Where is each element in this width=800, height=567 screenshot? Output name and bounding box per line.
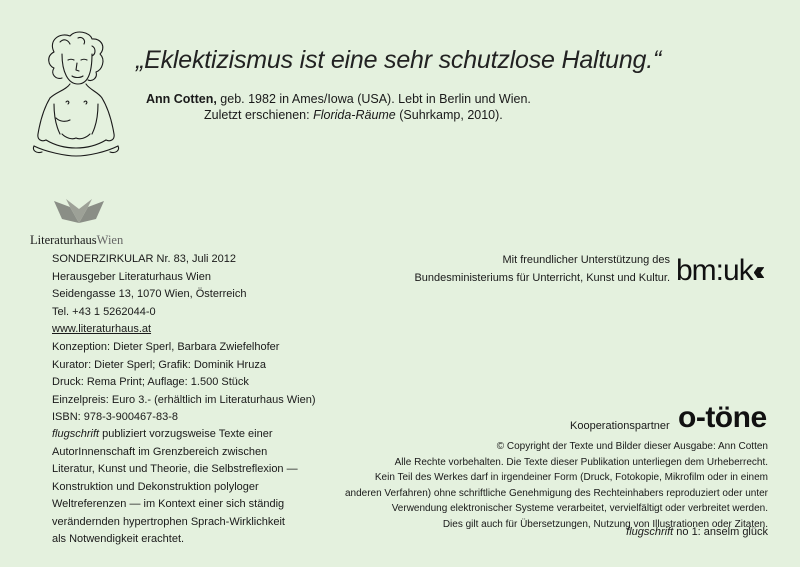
bmuk-logo [676, 254, 759, 288]
description-line: verändernden hypertrophen Sprach-Wirklichkeit [52, 515, 285, 528]
copyright-line: anderen Verfahren) ohne schriftliche Genehmigung des Rechteinhabers reproduziert oder unter [344, 487, 768, 499]
imprint-line: Seidengasse 13, 1070 Wien, Österreich [52, 288, 247, 300]
description-title: flugschrift [52, 428, 100, 440]
credit-line: Konzeption: Dieter Sperl, Barbara Zwiefelhofer [52, 341, 280, 353]
website-link[interactable]: www.literaturhaus.at [52, 323, 152, 335]
logo-name-city: Wien [96, 233, 124, 247]
copyright-line: Verwendung elektronischer Systeme verarbeitet, vervielfältigt oder verbreitet werden. [391, 503, 768, 514]
literaturhaus-logo-text [30, 233, 123, 248]
series-footer [626, 526, 768, 538]
description-line: Konstruktion und Dekonstruktion polyloger [52, 480, 259, 493]
latest-publication-line [204, 108, 503, 122]
credit-line: ISBN: 978-3-900467-83-8 [52, 411, 178, 423]
open-book-icon [52, 197, 106, 227]
footer-issue: no 1: anselm glück [673, 526, 768, 538]
copyright-line: Alle Rechte vorbehalten. Die Texte dieser Publikation unterliegen dem Urheberrecht. [394, 456, 768, 468]
description-line: AutorInnenschaft im Grenzbereich zwischen [52, 445, 268, 458]
credit-line: Einzelpreis: Euro 3.- (erhältlich im Literaturhaus Wien) [52, 393, 316, 406]
imprint-line: Herausgeber Literaturhaus Wien [52, 270, 211, 283]
latest-title: Florida-Räume [313, 108, 396, 122]
logo-name-main: Literaturhaus [30, 233, 97, 247]
credits-block [52, 339, 316, 427]
author-name: Ann Cotten, [146, 92, 217, 106]
seated-figure-drawing [26, 30, 126, 160]
credit-line: Druck: Rema Print; Auflage: 1.500 Stück [52, 376, 249, 388]
description-line: flugschrift publiziert vorzugsweise Texte einer [52, 428, 273, 440]
description-line: Literatur, Kunst und Theorie, die Selbstreflexion — [52, 463, 298, 475]
bmuk-logo-text: bm:uk [676, 254, 753, 287]
author-bio: geb. 1982 in Ames/Iowa (USA). Lebt in Berlin und Wien. [216, 92, 531, 106]
copyright-line: Dies gilt auch für Übersetzungen, Nutzung von Illustrationen oder Zitaten. [442, 518, 768, 530]
copyright-block [345, 439, 768, 532]
flugschrift-description [52, 426, 298, 549]
credit-line: Kurator: Dieter Sperl; Grafik: Dominik Hruza [52, 358, 266, 371]
imprint-line: Tel. +43 1 5262044-0 [52, 305, 156, 318]
description-line: Weltreferenzen — im Kontext einer sich ständig [52, 498, 285, 510]
latest-suffix: (Suhrkamp, 2010). [395, 108, 503, 122]
latest-prefix: Zuletzt erschienen: [204, 108, 314, 122]
description-line: als Notwendigkeit erachtet. [52, 533, 185, 545]
support-line: Bundesministeriums für Unterricht, Kunst und Kultur. [414, 271, 670, 284]
support-text [414, 252, 670, 287]
otoene-logo: o-töne [678, 401, 767, 434]
footer-series: flugschrift [626, 526, 674, 538]
imprint-block [52, 251, 246, 339]
quote-text: „Eklektizismus ist eine sehr schutzlose Haltung.“ [136, 46, 662, 74]
copyright-line: © Copyright der Texte und Bilder dieser Ausgabe: Ann Cotten [496, 441, 768, 452]
author-line [146, 92, 531, 106]
bmuk-logo-arrows: ‹‹ [752, 255, 760, 286]
cooperation-label: Kooperationspartner [570, 420, 670, 432]
copyright-line: Kein Teil des Werkes darf in irgendeiner Form (Druck, Fotokopie, Mikrofilm oder in einem [374, 472, 768, 483]
support-line: Mit freundlicher Unterstützung des [502, 254, 670, 266]
imprint-line: SONDERZIRKULAR Nr. 83, Juli 2012 [52, 253, 237, 265]
